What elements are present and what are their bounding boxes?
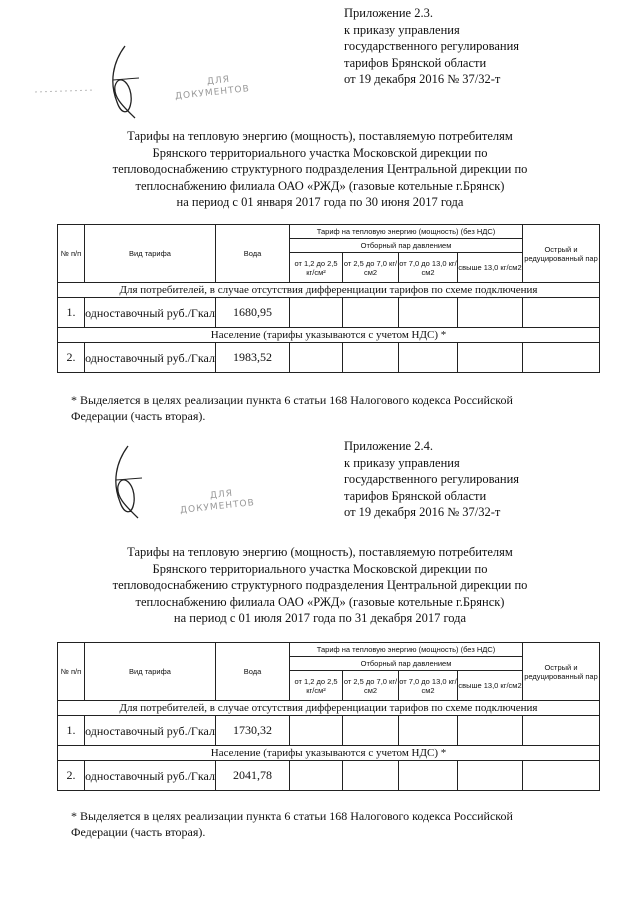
appendix-line: к приказу управления: [344, 22, 460, 37]
stamp-text: ДЛЯ: [209, 488, 234, 502]
header-steam-group: Отборный пар давлением: [290, 239, 523, 253]
empty-cell: [399, 716, 458, 746]
header-pressure-3: от 7,0 до 13,0 кг/см2: [399, 253, 458, 283]
footnote: [71, 392, 571, 424]
row-tariff-type: одноставочный руб./Гкал: [85, 343, 216, 373]
empty-cell: [523, 343, 600, 373]
empty-cell: [458, 343, 523, 373]
empty-cell: [458, 716, 523, 746]
header-pressure-4: свыше 13,0 кг/см2: [458, 671, 523, 701]
document-title: [0, 544, 640, 627]
empty-cell: [523, 761, 600, 791]
row-tariff-type: одноставочный руб./Гкал: [85, 716, 216, 746]
header-pressure-2: от 2,5 до 7,0 кг/см2: [343, 671, 399, 701]
footnote-line: Федерации (часть вторая).: [71, 409, 206, 423]
appendix-number: Приложение 2.4.: [344, 439, 433, 453]
header-sharp-steam: Острый и редуцированный пар: [523, 225, 600, 283]
row-tariff-type: одноставочный руб./Гкал: [85, 761, 216, 791]
appendix-line: государственного регулирования: [344, 472, 520, 486]
empty-cell: [399, 761, 458, 791]
header-num: № п/п: [58, 225, 85, 283]
header-num: № п/п: [58, 643, 85, 701]
appendix-line: к приказу управления: [344, 455, 460, 470]
empty-cell: [343, 716, 399, 746]
stamp-text: ДЛЯ: [206, 74, 231, 88]
title-line: теплоснабжению филиала ОАО «РЖД» (газовые котельные г.Брянск): [135, 178, 505, 193]
header-water: Вода: [216, 643, 290, 701]
empty-cell: [343, 298, 399, 328]
row-water-value: 1983,52: [216, 343, 290, 373]
group-row: Население (тарифы указываются с учетом НДС) *: [58, 746, 600, 761]
group-row: Для потребителей, в случае отсутствия дифференциации тарифов по схеме подключения: [58, 701, 600, 716]
empty-cell: [458, 298, 523, 328]
header-pressure-3: от 7,0 до 13,0 кг/см2: [399, 671, 458, 701]
header-steam-group: Отборный пар давлением: [290, 657, 523, 671]
header-tariff-group: Тариф на тепловую энергию (мощность) (без НДС): [290, 643, 523, 657]
empty-cell: [343, 343, 399, 373]
title-line: Тарифы на тепловую энергию (мощность), поставляемую потребителям: [127, 545, 513, 559]
row-water-value: 1680,95: [216, 298, 290, 328]
document-title: [0, 128, 640, 211]
appendix-line: тарифов Брянской области: [344, 488, 487, 503]
footnote-line: * Выделяется в целях реализации пункта 6 статьи 168 Налогового кодекса Российской: [71, 393, 513, 407]
appendix-date: от 19 декабря 2016 № 37/32-т: [344, 72, 501, 86]
appendix-header: [344, 438, 519, 521]
title-line: тепловодоснабжению структурного подразделения Центральной дирекции по: [112, 578, 528, 592]
row-water-value: 2041,78: [216, 761, 290, 791]
appendix-date: от 19 декабря 2016 № 37/32-т: [344, 505, 501, 519]
header-tariff-group: Тариф на тепловую энергию (мощность) (без НДС): [290, 225, 523, 239]
title-line: Брянского территориального участка Московской дирекции по: [152, 145, 488, 160]
empty-cell: [290, 343, 343, 373]
appendix-header: [344, 5, 519, 88]
title-line: Тарифы на тепловую энергию (мощность), поставляемую потребителям: [127, 129, 513, 143]
title-line: тепловодоснабжению структурного подразделения Центральной дирекции по: [112, 162, 528, 176]
empty-cell: [399, 343, 458, 373]
stamp-dashes: [35, 82, 185, 102]
group-row: Население (тарифы указываются с учетом НДС) *: [58, 328, 600, 343]
empty-cell: [523, 716, 600, 746]
signature-stamp: [95, 42, 275, 122]
empty-cell: [290, 761, 343, 791]
row-num: 1.: [58, 716, 85, 746]
title-line: Брянского территориального участка Московской дирекции по: [152, 561, 488, 576]
title-line: на период с 01 июля 2017 года по 31 декабря 2017 года: [173, 611, 467, 625]
header-tariff-type: Вид тарифа: [85, 643, 216, 701]
appendix-section-1: [0, 0, 640, 440]
header-pressure-4: свыше 13,0 кг/см2: [458, 253, 523, 283]
row-tariff-type: одноставочный руб./Гкал: [85, 298, 216, 328]
appendix-line: государственного регулирования: [344, 39, 520, 53]
empty-cell: [290, 298, 343, 328]
row-num: 2.: [58, 761, 85, 791]
empty-cell: [343, 761, 399, 791]
signature-icon: [98, 442, 158, 522]
signature-stamp: [98, 442, 278, 522]
empty-cell: [290, 716, 343, 746]
header-tariff-type: Вид тарифа: [85, 225, 216, 283]
stamp-text: ДОКУМЕНТОВ: [174, 84, 251, 102]
header-water: Вода: [216, 225, 290, 283]
group-row: Для потребителей, в случае отсутствия дифференциации тарифов по схеме подключения: [58, 283, 600, 298]
empty-cell: [399, 298, 458, 328]
header-pressure-2: от 2,5 до 7,0 кг/см2: [343, 253, 399, 283]
tariff-table: [57, 642, 600, 791]
row-num: 1.: [58, 298, 85, 328]
footnote: [71, 808, 571, 840]
stamp-text: ДОКУМЕНТОВ: [179, 498, 256, 516]
empty-cell: [523, 298, 600, 328]
empty-cell: [458, 761, 523, 791]
appendix-line: тарифов Брянской области: [344, 55, 487, 70]
tariff-table: [57, 224, 600, 373]
footnote-line: * Выделяется в целях реализации пункта 6 статьи 168 Налогового кодекса Российской: [71, 809, 513, 823]
row-num: 2.: [58, 343, 85, 373]
header-pressure-1: от 1,2 до 2,5 кг/см²: [290, 671, 343, 701]
row-water-value: 1730,32: [216, 716, 290, 746]
appendix-section-2: [0, 436, 640, 905]
title-line: на период с 01 января 2017 года по 30 июня 2017 года: [176, 195, 464, 209]
title-line: теплоснабжению филиала ОАО «РЖД» (газовые котельные г.Брянск): [135, 594, 505, 609]
header-sharp-steam: Острый и редуцированный пар: [523, 643, 600, 701]
header-pressure-1: от 1,2 до 2,5 кг/см²: [290, 253, 343, 283]
footnote-line: Федерации (часть вторая).: [71, 825, 206, 839]
appendix-number: Приложение 2.3.: [344, 6, 433, 20]
